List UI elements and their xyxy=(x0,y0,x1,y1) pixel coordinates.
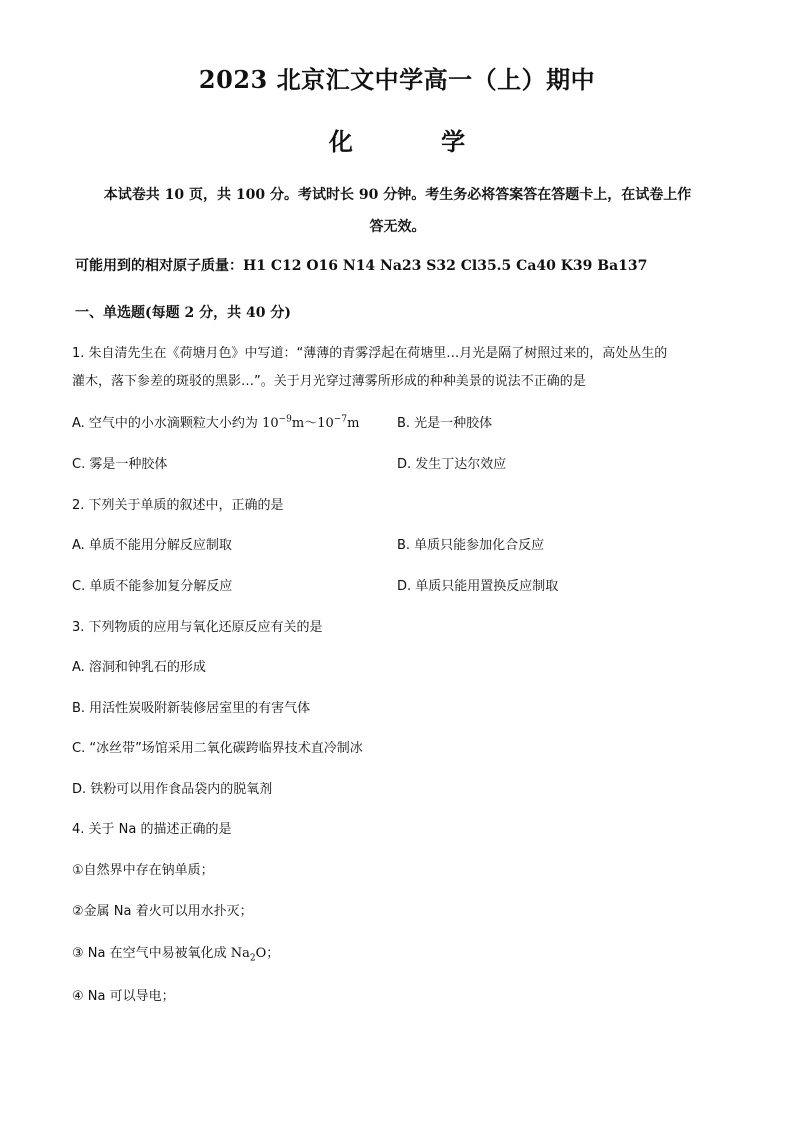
exam-notice xyxy=(75,179,720,243)
question-1-option-d: D. 发生丁达尔效应 xyxy=(397,457,507,472)
question-3-option-a: A. 溶洞和钟乳石的形成 xyxy=(72,660,206,675)
question-1-option-b: B. 光是一种胶体 xyxy=(397,416,493,431)
chemical-formula: $Na_2O$ xyxy=(230,946,267,964)
question-1-stem-line-1: 1. 朱自清先生在《荷塘月色》中写道：“薄薄的青雾浮起在荷塘里…月光是隔了树照过来的，高处丛生的 xyxy=(72,346,668,361)
question-4-statement-3: ③ Na 在空气中易被氧化成 $Na_2O$； xyxy=(72,946,280,964)
section-heading: 一、单选题(每题 2 分，共 40 分) xyxy=(75,305,291,321)
subject-title: 化 学 xyxy=(328,127,506,156)
question-3-option-b: B. 用活性炭吸附新装修居室里的有害气体 xyxy=(72,701,311,716)
question-3-option-d: D. 铁粉可以用作食品袋内的脱氧剂 xyxy=(72,782,273,797)
math-expression: $10^{-9}m\sim 10^{-7}m$ xyxy=(262,414,360,431)
question-2-option-d: D. 单质只能用置换反应制取 xyxy=(397,579,559,594)
question-2-option-b: B. 单质只能参加化合反应 xyxy=(397,538,545,553)
question-4-statement-1: ①自然界中存在钠单质； xyxy=(72,863,214,878)
question-4-statement-2: ②金属 Na 着火可以用水扑灭； xyxy=(72,904,253,919)
question-4-statement-4: ④ Na 可以导电； xyxy=(72,989,175,1004)
question-1-stem xyxy=(72,340,722,396)
question-4-stem: 4. 关于 Na 的描述正确的是 xyxy=(72,822,232,837)
question-3-option-c: C. “冰丝带”场馆采用二氧化碳跨临界技术直冷制冰 xyxy=(72,741,363,756)
notice-line-2: 答无效。 xyxy=(369,219,426,235)
question-1-stem-line-2: 灌木，落下参差的斑驳的黑影…”。关于月光穿过薄雾所形成的种种美景的说法不正确的是 xyxy=(72,374,586,389)
atomic-masses: 可能用到的相对原子质量：H1 C12 O16 N14 Na23 S32 Cl35.5 Ca40 K39 Ba137 xyxy=(75,258,648,274)
question-2-option-a: A. 单质不能用分解反应制取 xyxy=(72,538,232,553)
question-2-stem: 2. 下列关于单质的叙述中，正确的是 xyxy=(72,498,284,513)
question-2-option-c: C. 单质不能参加复分解反应 xyxy=(72,579,233,594)
question-3-stem: 3. 下列物质的应用与氧化还原反应有关的是 xyxy=(72,620,323,635)
option-text: A. 空气中的小水滴颗粒大小约为 xyxy=(72,416,263,431)
question-1-option-c: C. 雾是一种胶体 xyxy=(72,457,168,472)
exam-title: 2023 北京汇文中学高一（上）期中 xyxy=(198,65,596,94)
question-1-option-a xyxy=(72,414,359,434)
notice-line-1: 本试卷共 10 页，共 100 分。考试时长 90 分钟。考生务必将答案答在答题卡上，在试卷上作 xyxy=(103,187,692,203)
